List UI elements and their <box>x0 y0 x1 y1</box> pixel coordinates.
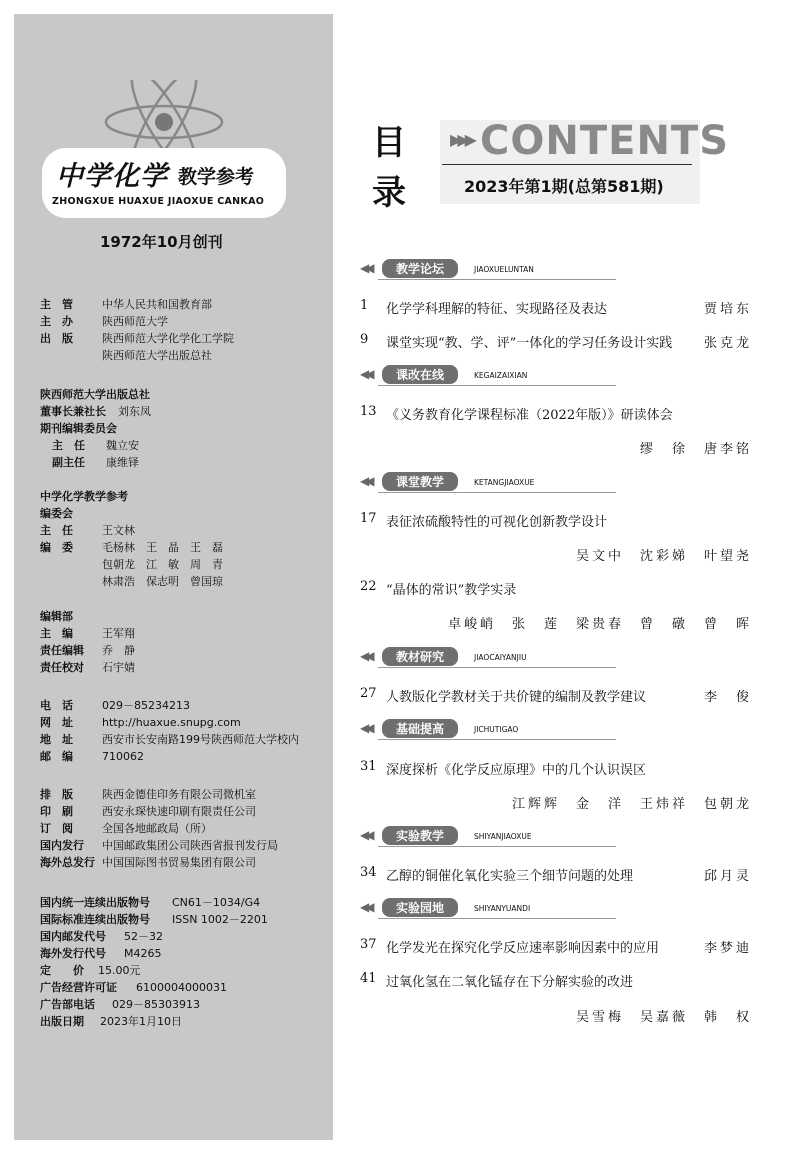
press-block: 陕西师范大学出版总社 董事长兼社长 刘东凤 期刊编辑委员会 主 任 魏立安 副主任 康维铎 <box>40 388 151 469</box>
contact-block: 电 话 029－85234213 网 址 http://huaxue.snupg.com 地 址 西安市长安南路199号陕西师范大学校内 邮 编 710062 <box>40 699 299 763</box>
registration-block: 国内统一连续出版物号 CN61－1034/G4 国际标准连续出版物号 ISSN 1002－2201 国内邮发代号 52－32 海外发行代号 M4265 定 价 15.00元 广告经营许可证 6100004000031 广告部电话 029－85303913 出版日期 2023年1月10日 <box>40 896 268 1028</box>
logo-subtitle: 教学参考 <box>178 166 255 188</box>
section-header: ◀◀ 基础提高 JICHUTIGAO <box>354 718 618 740</box>
triple-arrow-icon: ▶▶▶ <box>450 130 472 149</box>
double-arrow-icon: ◀◀ <box>360 900 371 914</box>
section-header: ◀◀ 教材研究 JIAOCAIYANJIU <box>354 646 618 668</box>
founded-date: 1972年10月创刊 <box>100 233 223 251</box>
double-arrow-icon: ◀◀ <box>360 721 371 735</box>
author-line: 卓峻峭 张 莲 梁贵春 曾 礅 曾 晖 <box>447 617 752 632</box>
author-line: 吴雪梅 吴嘉薇 韩 权 <box>575 1010 752 1025</box>
double-arrow-icon: ◀◀ <box>360 649 371 663</box>
double-arrow-icon: ◀◀ <box>360 261 371 275</box>
printing-block: 排 版 陕西金德佳印务有限公司微机室 印 刷 西安永琛快速印刷有限责任公司 订 阅 全国各地邮政局（所） 国内发行 中国邮政集团公司陕西省报刊发行局 海外总发行 中国国际图书贸易集团有限公司 <box>40 788 278 869</box>
section-header: ◀◀ 实验教学 SHIYANJIAOXUE <box>354 825 618 847</box>
section-header: ◀◀ 课堂教学 KETANGJIAOXUE <box>354 471 618 493</box>
divider <box>442 164 692 165</box>
logo-title: 中学化学 <box>56 161 168 192</box>
double-arrow-icon: ◀◀ <box>360 367 371 381</box>
double-arrow-icon: ◀◀ <box>360 474 371 488</box>
author-line: 缪 徐 唐李铭 <box>639 442 752 457</box>
section-header: ◀◀ 教学论坛 JIAOXUELUNTAN <box>354 258 618 280</box>
double-arrow-icon: ◀◀ <box>360 828 371 842</box>
toc-heading: 目 录 <box>372 123 406 213</box>
contents-title: CONTENTS <box>480 118 730 164</box>
editorial-board-block: 中学化学教学参考 编委会 主 任 王文林 编 委 毛杨林 王 晶 王 磊 包朝龙 江 敏 周 青 林肃浩 保志明 曾国琼 <box>40 490 223 588</box>
section-header: ◀◀ 实验园地 SHIYANYUANDI <box>354 897 618 919</box>
logo-english: ZHONGXUE HUAXUE JIAOXUE CANKAO <box>52 196 265 207</box>
journal-logo <box>42 148 286 218</box>
issue-number: 2023年第1期(总第581期) <box>464 177 664 196</box>
publisher-block: 主 管 中华人民共和国教育部 主 办 陕西师范大学 出 版 陕西师范大学化学化工学院 陕西师范大学出版总社 <box>40 298 234 362</box>
author-line: 江辉辉 金 洋 王炜祥 包朝龙 <box>511 797 752 812</box>
contents-banner <box>440 118 730 204</box>
section-header: ◀◀ 课改在线 KEGAIZAIXIAN <box>354 364 618 386</box>
editorial-office-block: 编辑部 主 编 王军翔 责任编辑 乔 静 责任校对 石宇婧 <box>40 610 135 674</box>
author-line: 吴文中 沈彩娣 叶望尧 <box>575 549 752 564</box>
